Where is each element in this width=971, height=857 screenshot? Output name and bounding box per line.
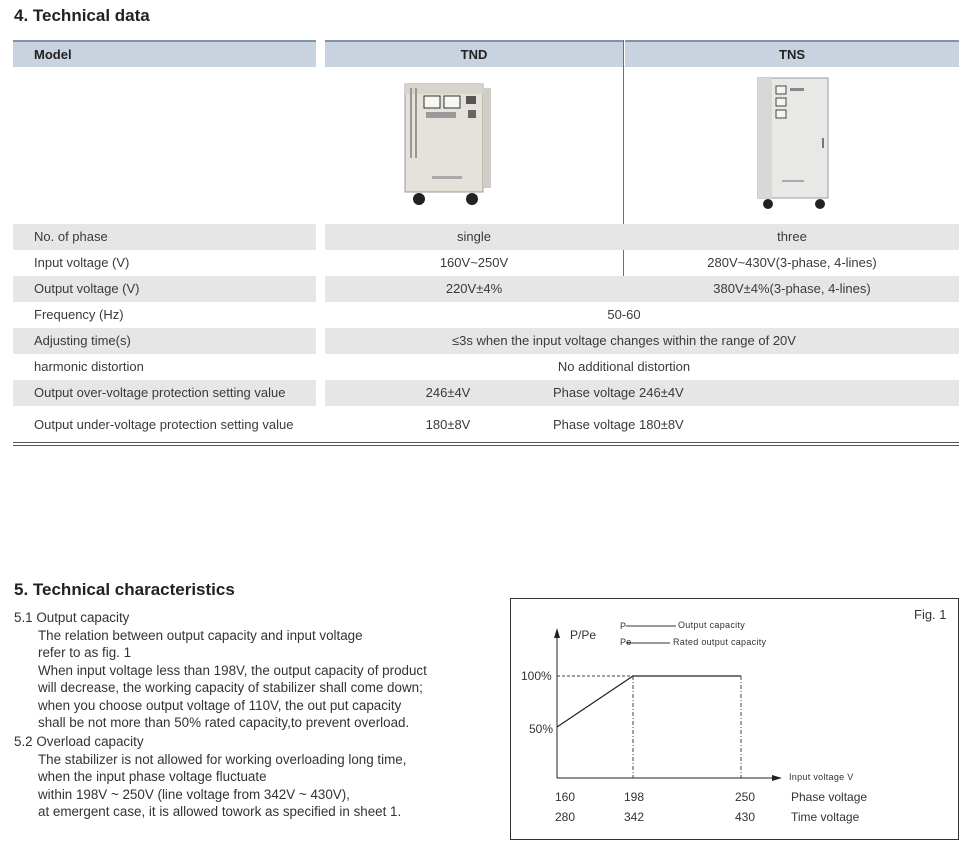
section5-title: 5. Technical characteristics xyxy=(14,580,235,599)
row-label: Output voltage (V) xyxy=(34,281,140,296)
figure-label: Fig. 1 xyxy=(914,607,947,622)
y-tick-50: 50% xyxy=(529,722,554,736)
legend-p-key: P xyxy=(620,621,627,631)
body-heading: 5.1 Output capacity xyxy=(14,610,130,625)
body-line: will decrease, the working capacity of stabilizer shall come down; xyxy=(38,680,423,695)
table-row xyxy=(13,328,959,354)
table-row xyxy=(13,302,959,328)
tns-product-image xyxy=(752,76,836,212)
header-model-label: Model xyxy=(34,47,72,62)
shared-value: No additional distortion xyxy=(557,359,691,374)
y-axis-arrow xyxy=(554,628,560,638)
body-line: when the input phase voltage fluctuate xyxy=(38,769,267,784)
body-line: when you choose output voltage of 110V, the out put capacity xyxy=(38,698,402,713)
y-axis-label: P/Pe xyxy=(570,628,597,642)
row-label: Adjusting time(s) xyxy=(34,333,131,348)
tnd-value: 220V±4% xyxy=(445,281,503,296)
phase-value: 250 xyxy=(735,790,756,804)
tnd-value: 180±8V xyxy=(425,417,471,432)
row-label: Input voltage (V) xyxy=(34,255,130,270)
table-row xyxy=(13,380,959,406)
table-row xyxy=(13,250,959,276)
row-label: Output under-voltage protection setting value xyxy=(34,417,294,432)
table-bottom-rule xyxy=(13,445,959,446)
legend-pe-text: Rated output capacity xyxy=(673,637,767,647)
tnd-value: 246±4V xyxy=(425,385,471,400)
row-label: harmonic distortion xyxy=(34,359,144,374)
tnd-value: single xyxy=(457,229,491,244)
phase-value: 198 xyxy=(624,790,645,804)
tns-value: Phase voltage 180±8V xyxy=(553,417,684,432)
header-tns-label: TNS xyxy=(779,47,805,62)
body-line: refer to as fig. 1 xyxy=(38,645,132,660)
shared-value: 50-60 xyxy=(607,307,641,322)
header-tnd xyxy=(325,40,623,68)
tns-value: 280V~430V(3-phase, 4-lines) xyxy=(707,255,877,270)
time-voltage-label: Time voltage xyxy=(791,810,860,824)
legend-p-text: Output capacity xyxy=(678,620,746,630)
time-value: 342 xyxy=(624,810,645,824)
row-label: Output over-voltage protection setting value xyxy=(34,385,286,400)
x-axis-label: Input voltage V xyxy=(789,772,854,782)
legend-pe-key: Pe xyxy=(620,637,632,647)
x-axis-arrow xyxy=(772,775,782,781)
table-row xyxy=(13,410,959,440)
body-line: at emergent case, it is allowed towork as specified in sheet 1. xyxy=(38,804,402,819)
body-line: The relation between output capacity and input voltage xyxy=(38,628,363,643)
body-line: shall be not more than 50% rated capacity,to prevent overload. xyxy=(38,715,410,730)
table-row xyxy=(13,224,959,250)
body-line: within 198V ~ 250V (line voltage from 342V ~ 430V), xyxy=(38,787,350,802)
tnd-value: 160V~250V xyxy=(439,255,509,270)
phase-value: 160 xyxy=(555,790,576,804)
time-value: 280 xyxy=(555,810,576,824)
row-label: Frequency (Hz) xyxy=(34,307,124,322)
header-tnd-label: TND xyxy=(460,47,488,62)
body-line: The stabilizer is not allowed for working overloading long time, xyxy=(38,752,407,767)
tns-value: Phase voltage 246±4V xyxy=(553,385,684,400)
table-row xyxy=(13,276,959,302)
y-tick-100: 100% xyxy=(521,669,552,683)
tns-value: 380V±4%(3-phase, 4-lines) xyxy=(713,281,871,296)
table-row xyxy=(13,354,959,380)
shared-value: ≤3s when the input voltage changes within the range of 20V xyxy=(452,333,796,348)
table-bottom-rule xyxy=(13,442,959,443)
section4-title: 4. Technical data xyxy=(14,6,150,25)
header-model xyxy=(13,40,316,68)
header-tns xyxy=(625,40,959,68)
tns-value: three xyxy=(777,229,807,244)
tnd-product-image xyxy=(402,78,492,210)
body-line: When input voltage less than 198V, the output capacity of product xyxy=(38,663,427,678)
body-heading: 5.2 Overload capacity xyxy=(14,734,144,749)
capacity-line xyxy=(557,676,741,727)
time-value: 430 xyxy=(735,810,756,824)
row-label: No. of phase xyxy=(34,229,108,244)
phase-voltage-label: Phase voltage xyxy=(791,790,868,804)
